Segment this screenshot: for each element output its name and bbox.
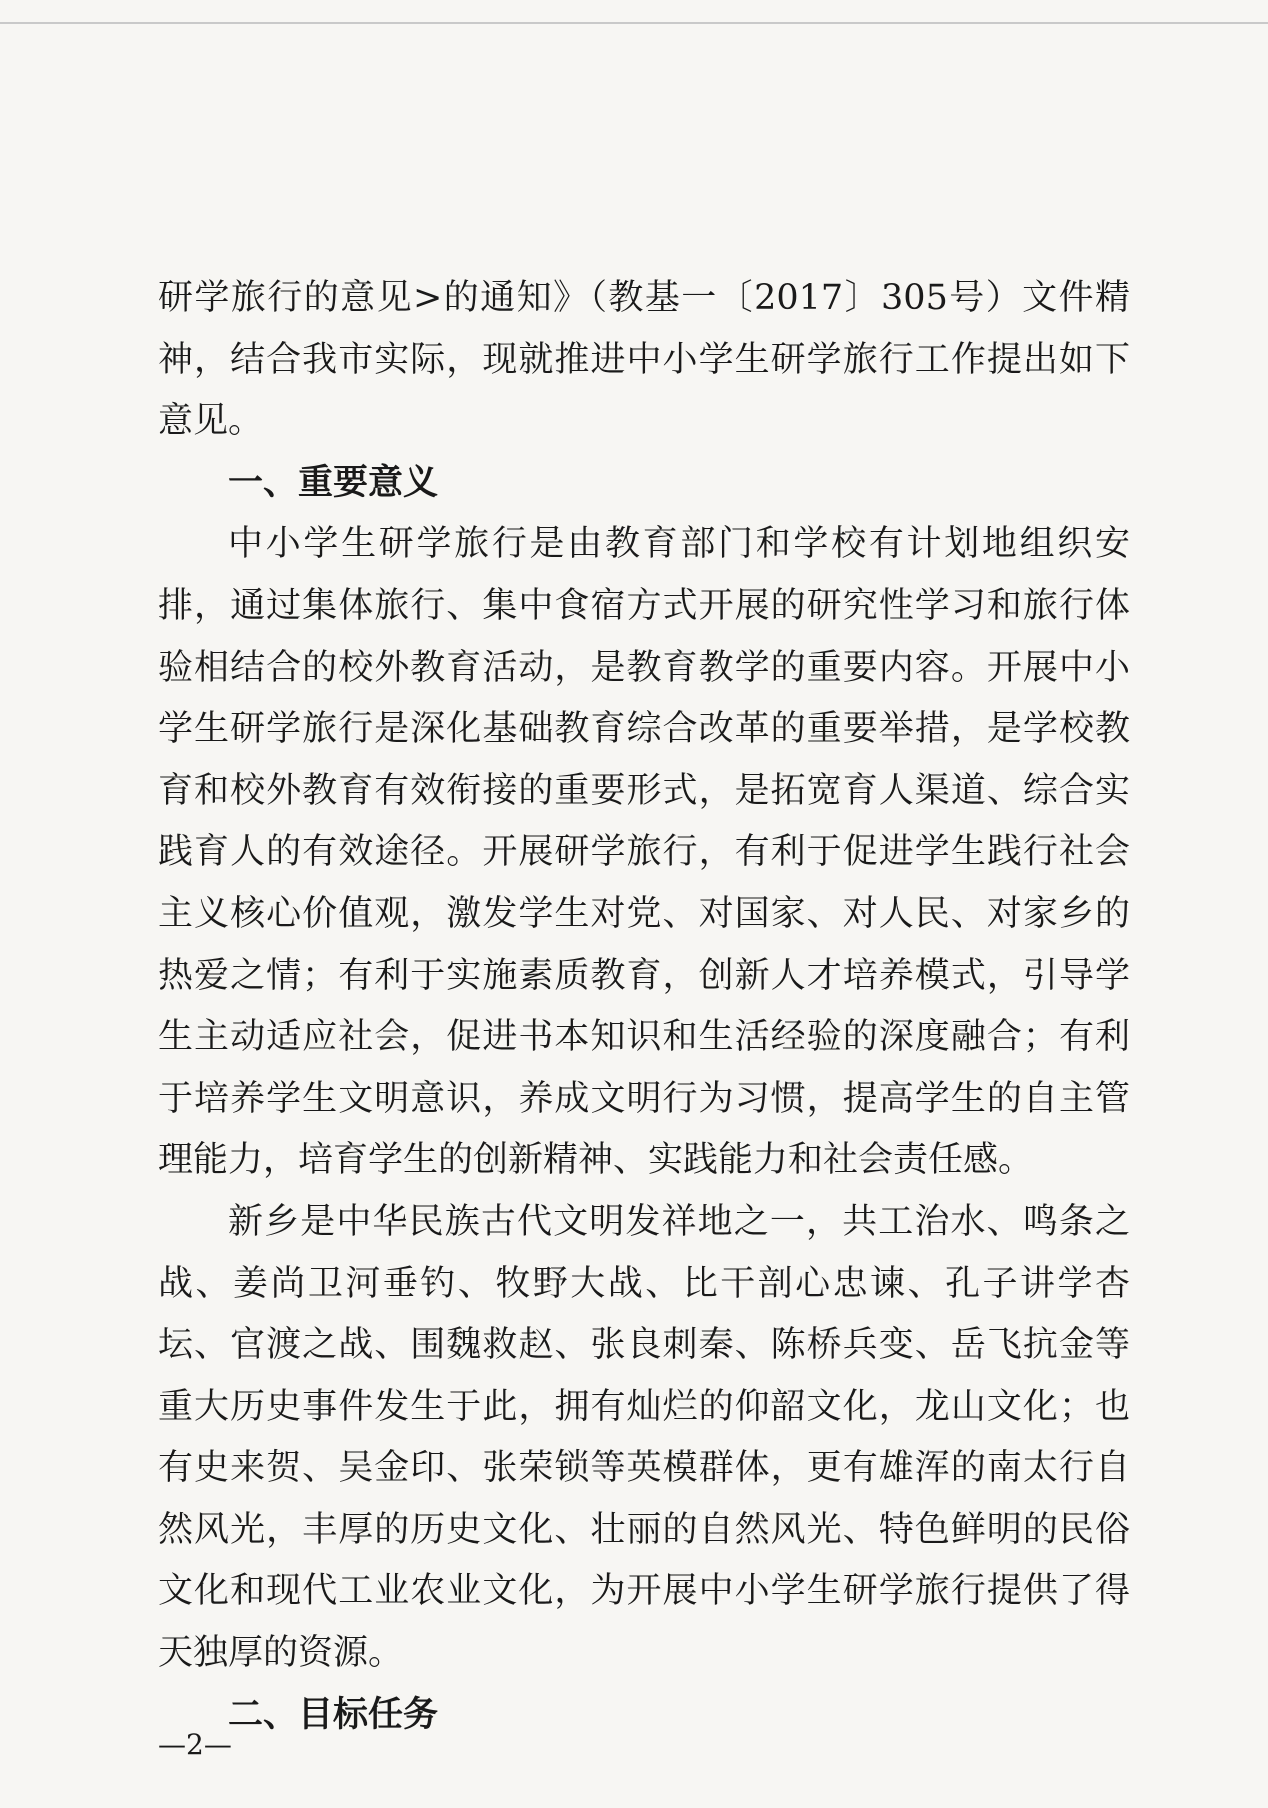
- section-heading-goals: 二、目标任务: [228, 1694, 439, 1735]
- top-edge-rule: [0, 22, 1268, 24]
- intro-paragraph: 研学旅行的意见>的通知》（教基一〔2017〕305号）文件精神，结合我市实际，现就推进中小学生研学旅行工作提出如下意见。: [158, 278, 1130, 442]
- document-body: [158, 268, 1130, 1746]
- importance-paragraph: 中小学生研学旅行是由教育部门和学校有计划地组织安排，通过集体旅行、集中食宿方式开展的研究性学习和旅行体验相结合的校外教育活动，是教育教学的重要内容。开展中小学生研学旅行是深化基础教育综合改革的重要举措，是学校教育和校外教育有效衔接的重要形式，是拓宽育人渠道、综合实践育人的有效途径。开展研学旅行，有利于促进学生践行社会主义核心价值观，激发学生对党、对国家、对人民、对家乡的热爱之情；有利于实施素质教育，创新人才培养模式，引导学生主动适应社会，促进书本知识和生活经验的深度融合；有利于培养学生文明意识，养成文明行为习惯，提高学生的自主管理能力，培育学生的创新精神、实践能力和社会责任感。: [158, 524, 1130, 1181]
- xinxiang-paragraph: 新乡是中华民族古代文明发祥地之一，共工治水、鸣条之战、姜尚卫河垂钓、牧野大战、比干剖心忠谏、孔子讲学杏坛、官渡之战、围魏救赵、张良刺秦、陈桥兵变、岳飞抗金等重大历史事件发生于此，拥有灿烂的仰韶文化，龙山文化；也有史来贺、吴金印、张荣锁等英模群体，更有雄浑的南太行自然风光，丰厚的历史文化、壮丽的自然风光、特色鲜明的民俗文化和现代工业农业文化，为开展中小学生研学旅行提供了得天独厚的资源。: [158, 1201, 1130, 1674]
- section-heading-importance: 一、重要意义: [228, 462, 439, 503]
- page-number: —2—: [158, 1728, 232, 1761]
